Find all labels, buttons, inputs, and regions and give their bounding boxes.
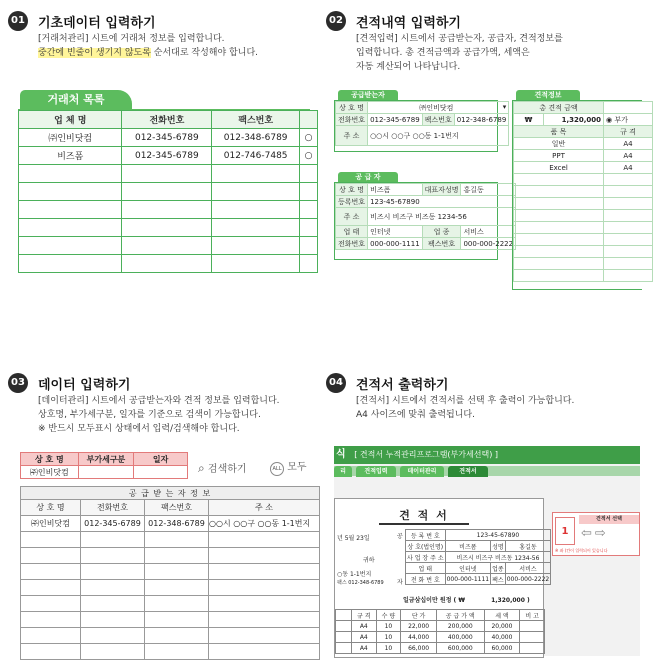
table-row [19,129,318,147]
total-label: 총 견적 금액 [514,102,604,114]
cell[interactable]: 비즈폼 [19,147,122,165]
step-number-03: 03 [8,373,28,393]
cell[interactable]: 012-348-6789 [212,129,300,147]
search-icon: ⌕ [198,461,205,475]
all-icon: ALL [270,462,284,476]
client-table [18,110,318,273]
label: 팩스번호 [422,114,454,126]
client-list-screen [18,88,313,288]
value: ○○시 ○○구 ○○동 1-1번지 [368,126,509,146]
selector-number[interactable]: 1 [555,517,575,545]
step-desc-03-line1: [데이터관리] 시트에서 공급받는자와 견적 정보를 입력합니다. [38,396,280,406]
table-row [19,183,318,201]
vat-radio[interactable]: ◉ 부가 [604,114,653,126]
sum-value: 1,320,000 ) [491,597,530,604]
tab-estimate-input[interactable]: 견적입력 [356,466,396,477]
table-row: A4 10 44,000 400,000 40,000 [336,632,545,643]
table-row [21,532,320,548]
receiver-name-select[interactable]: ㈜인비닷컴 ▾ [368,102,509,114]
table-row [19,201,318,219]
receiver-info-table: 공 급 받 는 자 정 보 상 호 명 전화번호 팩스번호 주 소 ㈜인비닷컴 012-345-6789 012-348-6789 ○○시 ○○구 ○○동 1-1번지 [20,486,320,660]
supplier-box: 상 호 명 비즈폼 대표자성명 홍길동 등록번호 123-45-67890 주 소 비즈시 비즈구 비즈동 1234-56 업 태 인터넷 업 종 서비스 전화번호 000-000-1111 팩스번호 000-000-2222 [334,182,498,260]
items-table: 규 격 수 량 단 가 공 급 가 액 세 액 비 고 A4 10 22,000 200,000 20,000 A4 10 44,000 400,000 40,000 A4 10 66,000 600,000 60,000 [335,609,545,654]
table-row [19,237,318,255]
highlight-text: 중간에 빈줄이 생기지 않도록 [38,48,151,58]
table-row [19,165,318,183]
supplier-block: 등 록 번 호 123-45-67890 상 호(법인명) 비즈폼 성명 홍길동 사 업 장 주 소 비즈시 비즈구 비즈동 1234-56 업 태 인터넷 업종 서비스 전 화 번 호 000-000-1111 팩스 000-000-2222 [407,531,550,584]
estimate-info-box: 총 견적 금액 ₩ 1,320,000 ◉ 부가 품 목 규 격 일반 A4 PPT A4 Excel A4 [512,100,642,290]
table-row: ㈜인비닷컴 012-345-6789 012-348-6789 ○○시 ○○구 ○○동 1-1번지 [21,516,320,532]
table-row [21,564,320,580]
search-button[interactable]: ⌕ 검색하기 [198,461,247,475]
circle-icon: ○ [300,147,318,165]
step-desc-02-line3: 자동 계산되어 나타납니다. [356,62,461,72]
receiver-tab[interactable]: 공급받는자 [338,90,398,101]
label: 전화번호 [336,114,368,126]
nav-arrows [581,526,609,541]
show-all-button[interactable]: ALL 모두 [270,458,307,476]
chevron-down-icon[interactable]: ▾ [502,102,507,111]
table-row [19,255,318,273]
total-amount: 1,320,000 [544,114,604,126]
label: 주 소 [336,126,368,146]
prev-arrow-icon[interactable]: ⇦ [581,526,595,541]
table-row [21,644,320,660]
table-row [21,612,320,628]
cell[interactable]: 012-345-6789 [122,129,212,147]
step-desc-01-line2 [38,47,258,60]
receiver-box [334,100,507,152]
client-list-tab[interactable]: 거래처 목록 [20,90,132,110]
sheet-header: 식 [ 견적서 누적관리프로그램(부가세선택) ] [334,446,640,464]
estimate-selector: 견적서 선택 1 ⇦⇨ ※ 좌 (칸이 입력되어 있습니다 [552,512,640,556]
step-number-01: 01 [8,11,28,31]
step-number-04: 04 [326,373,346,393]
document-title: 견 적 서 [379,507,469,525]
step-desc-02-line2: 입력합니다. 총 견적금액과 공급가액, 세액은 [356,48,530,58]
table-row [21,628,320,644]
estimate-document: 견 적 서 년 5월 23일 귀하 ○동 1-1번지 팩스 012-348-6789 공 자 등 록 번 호 123-45-67890 상 호(법인명) 비즈폼 성명 홍길동 사 업 장 주 소 비즈시 비즈구 비즈동 1234-56 업 태 인터넷 업종 서비스 전 화 번 호 000-000-1111 팩스 000-000-2222 일금삼십이만 원정 ( ₩ 1,320,000 ) 규 격 수 량 단 가 공 급 가 액 세 액 비 고 A4 10 22,000 200,000 20,000 A4 10 44,000 400,000 40,000 A4 10 66,000 600,000 60,000 [334,498,544,658]
search-date-input[interactable] [134,466,188,479]
step-title-01: 기초데이터 입력하기 [38,16,156,31]
search-name-input[interactable]: ㈜인비닷컴 [21,466,79,479]
step-title-04: 견적서 출력하기 [356,378,449,393]
table-row: A4 10 22,000 200,000 20,000 [336,621,545,632]
circle-icon: ○ [300,129,318,147]
tab-estimate[interactable]: 견적서 [448,466,488,477]
step-desc-01-rest: 순서대로 작성해야 합니다. [150,48,258,58]
col-header-name: 업 체 명 [19,111,122,129]
step-desc-04-line1: [견적서] 시트에서 견적서를 선택 후 출력이 가능합니다. [356,396,575,406]
table-row [21,580,320,596]
label: 상 호 명 [336,102,368,114]
col-header-fax: 팩스번호 [212,111,300,129]
estimate-input-screen [334,88,640,292]
data-manage-screen [18,450,318,650]
table-row: A4 10 66,000 600,000 60,000 [336,643,545,654]
step-desc-03-line2: 상호명, 부가세구분, 일자를 기준으로 검색이 가능합니다. [38,410,261,420]
value: 012-345-6789 [368,114,423,126]
step-title-03: 데이터 입력하기 [38,378,131,393]
value: 012-348-6789 [454,114,509,126]
estimate-info-tab[interactable]: 견적정보 [516,90,580,101]
table-row [19,147,318,165]
estimate-print-screen [334,446,640,656]
col-header-tel: 전화번호 [122,111,212,129]
step-number-02: 02 [326,11,346,31]
sum-line: 일금삼십이만 원정 ( ₩ 1,320,000 ) [403,597,530,604]
sheet-tabs: 리 견적입력 데이터관리 견적서 [334,466,488,477]
step-desc-04-line2: A4 사이즈에 맞춰 출력됩니다. [356,410,475,420]
cell[interactable]: ㈜인비닷컴 [19,129,122,147]
tab-data-manage[interactable]: 데이터관리 [400,466,444,477]
next-arrow-icon[interactable]: ⇨ [594,526,609,541]
step-title-02: 견적내역 입력하기 [356,16,461,31]
table-row [21,548,320,564]
step-desc-03-line3: ※ 반드시 모두표시 상태에서 입력/검색해야 합니다. [38,424,240,434]
search-vat-input[interactable] [78,466,134,479]
table-row [21,596,320,612]
step-desc-02-line1: [견적입력] 시트에서 공급받는자, 공급자, 견적정보를 [356,34,563,44]
supplier-tab[interactable]: 공 급 자 [338,172,398,183]
step-desc-01-line1: [거래처관리] 시트에 거래처 정보를 입력합니다. [38,34,225,44]
search-criteria-table: 상 호 명 부가세구분 일자 ㈜인비닷컴 [20,452,188,479]
table-row [19,219,318,237]
cell[interactable]: 012-345-6789 [122,147,212,165]
cell[interactable]: 012-746-7485 [212,147,300,165]
